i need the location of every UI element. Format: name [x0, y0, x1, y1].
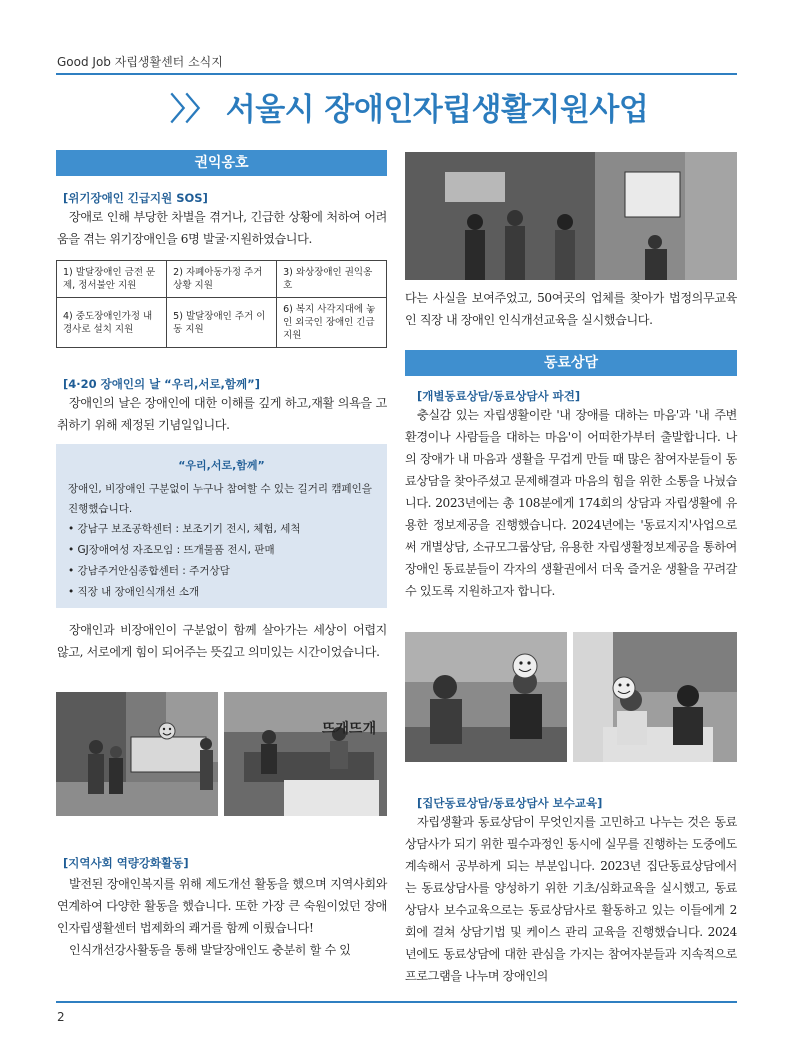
callout-list — [68, 519, 375, 603]
counseling-photo-2 — [573, 632, 737, 762]
smiley-sticker-icon — [612, 676, 636, 700]
page-title: 〉〉 서울시 장애인자립생활지원사업 — [170, 92, 649, 128]
callout-intro: 장애인, 비장애인 구분없이 누구나 참여할 수 있는 길거리 캠페인을 진행했습니다. — [68, 483, 372, 515]
section-bar-advocacy: 권익옹호 — [56, 150, 387, 176]
sos-heading: [위기장애인 긴급지원 SOS] — [63, 191, 208, 205]
counseling-photo-1 — [405, 632, 567, 762]
sos-cases-table — [56, 260, 387, 348]
individual-counseling-heading: [개별동료상담/동료상담사 파견] — [417, 389, 581, 403]
sos-body: 장애로 인해 부당한 차별을 겪거나, 긴급한 상황에 처하여 어려움을 겪는 위기장애인을 6명 발굴·지원하였습니다. — [57, 210, 387, 246]
table-cell: 2) 자폐아동가정 주거 상황 지원 — [167, 261, 277, 298]
disability-day-body: 장애인의 날은 장애인에 대한 이해를 깊게 하고,재활 의욕을 고취하기 위해 제정된 기념일입니다. — [57, 396, 387, 432]
header-rule — [56, 73, 737, 75]
campaign-callout — [56, 444, 387, 608]
group-counseling-heading: [집단동료상담/동료상담사 보수교육] — [417, 796, 603, 810]
campaign-photo-street — [56, 692, 218, 816]
disability-day-heading: [4·20 장애인의 날 “우리,서로,함께”] — [63, 377, 260, 391]
community-body: 발전된 장애인복지를 위해 제도개선 활동을 했으며 지역사회와 연계하여 다양한 활동을 했습니다. 또한 가장 큰 숙원이었던 장애인자립생활센터 법제화의 쾌거를 함께 이뤘습니다! 인식개선강사활동을 통해 발달장애인도 충분히 할 수 있 — [57, 877, 387, 957]
page-number: 2 — [57, 1010, 65, 1024]
group-counseling-body: 자립생활과 동료상담이 무엇인지를 고민하고 나누는 것은 동료상담사가 되기 위한 필수과정인 동시에 실무를 진행하는 도중에도 계속해서 공부하게 되는 부분입니다. 2023년 집단동료상담에서는 동료상담사를 양성하기 위한 기초/심화교육을 실시했고, 동료상담사 보수교육으로는 동료상담사로 활동하고 있는 이들에게 2회에 걸쳐 상담기법 및 케이스 관리 교육을 진행했습니다. 2024년에도 동료상담에 대한 관심을 가지는 참여자분들과 지속적으로 프로그램을 나누며 장애인의 — [405, 815, 737, 983]
table-cell: 6) 복지 사각지대에 놓인 외국인 장애인 긴급지원 — [277, 298, 387, 348]
list-item: • GJ장애여성 자조모임 : 뜨개물품 전시, 판매 — [68, 544, 275, 556]
booth-sign-text: 뜨개뜨개 — [322, 721, 377, 737]
smiley-sticker-icon — [158, 722, 176, 740]
newsletter-header: Good Job 자립생활센터 소식지 — [57, 55, 223, 69]
list-item: • 강남구 보조공학센터 : 보조기기 전시, 체험, 세척 — [68, 523, 301, 535]
campaign-summary: 장애인과 비장애인이 구분없이 함께 살아가는 세상이 어렵지 않고, 서로에게 힘이 되어주는 뜻깊고 의미있는 시간이었습니다. — [57, 623, 387, 659]
list-item: • 강남주거안심종합센터 : 주거상담 — [68, 565, 230, 577]
smiley-sticker-icon — [512, 653, 538, 679]
community-heading: [지역사회 역량강화활동] — [63, 856, 189, 870]
list-item: • 직장 내 장애인식개선 소개 — [68, 586, 200, 598]
individual-counseling-body: 충실감 있는 자립생활이란 '내 장애를 대하는 마음'과 '내 주변 환경이나 사람들을 대하는 마음'이 어떠한가부터 출발합니다. 나의 장애가 내 마음과 생활을 무겁게 만들 때 많은 참여자분들이 동료상담을 찾아주셨고 문제해결과 마음의 힘을 위한 소통을 나눴습니다. 2023년에는 총 108분에게 174회의 상담과 자립생활에 유용한 정보제공을 진행했습니다. 2024년에는 '동료지지'사업으로써 개별상담, 소규모그룹상담, 유용한 자립생활정보제공을 통하여 장애인 동료분들이 각자의 생활권에서 더욱 즐거운 생활을 꾸려갈 수 있도록 지원하고자 합니다. — [405, 408, 737, 598]
awareness-continued-text: 다는 사실을 보여주었고, 50여곳의 업체를 찾아가 법정의무교육인 직장 내 장애인 인식개선교육을 실시했습니다. — [405, 291, 737, 327]
footer-rule — [56, 1001, 737, 1003]
table-cell: 4) 중도장애인가정 내 경사로 설치 지원 — [57, 298, 167, 348]
table-cell: 5) 발달장애인 주거 이동 지원 — [167, 298, 277, 348]
table-cell: 1) 발달장애인 금전 문제, 정서불안 지원 — [57, 261, 167, 298]
table-cell: 3) 와상장애인 권익옹호 — [277, 261, 387, 298]
campaign-photo-booth — [224, 692, 387, 816]
callout-title: “우리,서로,함께” — [178, 459, 265, 472]
section-bar-peer-counseling: 동료상담 — [405, 350, 737, 376]
awareness-training-photo — [405, 152, 737, 280]
